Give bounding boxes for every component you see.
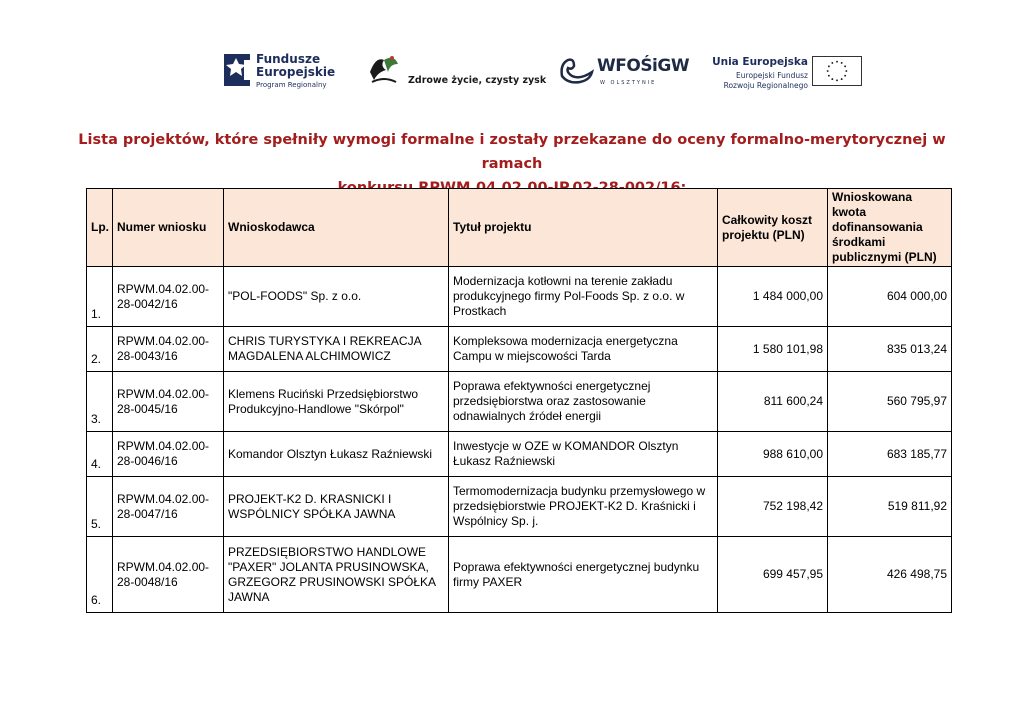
cell-kwota: 604 000,00	[828, 267, 952, 327]
cell-lp: 3.	[87, 372, 113, 432]
cell-koszt: 752 198,42	[718, 477, 828, 537]
cell-lp: 5.	[87, 477, 113, 537]
cell-koszt: 1 484 000,00	[718, 267, 828, 327]
ue-line2: Europejski Fundusz	[736, 71, 808, 80]
ue-line3: Rozwoju Regionalnego	[723, 81, 808, 90]
cell-kwota: 426 498,75	[828, 537, 952, 613]
warmia-mazury-logo	[366, 44, 547, 96]
title-line-1: Lista projektów, które spełniły wymogi formalne i zostały przekazane do oceny formalno-merytorycznej w ramach	[78, 132, 946, 172]
cell-tytul: Poprawa efektywności energetycznej budynku firmy PAXER	[449, 537, 718, 613]
fundusze-line1: Fundusze	[256, 52, 321, 66]
fundusze-line3: Program Regionalny	[256, 81, 327, 89]
cell-numer: RPWM.04.02.00-28-0046/16	[113, 432, 224, 477]
wfosigw-city: W OLSZTYNIE	[600, 80, 657, 86]
cell-kwota: 519 811,92	[828, 477, 952, 537]
cell-tytul: Modernizacja kotłowni na terenie zakładu produkcyjnego firmy Pol-Foods Sp. z o.o. w Prostkach	[449, 267, 718, 327]
cell-kwota: 560 795,97	[828, 372, 952, 432]
cell-wnioskodawca: Klemens Ruciński Przedsiębiorstwo Produkcyjno-Handlowe "Skórpol"	[224, 372, 449, 432]
cell-numer: RPWM.04.02.00-28-0047/16	[113, 477, 224, 537]
fundusze-line2: Europejskie	[256, 65, 336, 79]
header-numer: Numer wniosku	[113, 189, 224, 267]
cell-kwota: 835 013,24	[828, 327, 952, 372]
wfosigw-logo	[558, 44, 690, 96]
cell-numer: RPWM.04.02.00-28-0043/16	[113, 327, 224, 372]
table-header-row	[87, 189, 952, 267]
cell-koszt: 988 610,00	[718, 432, 828, 477]
wfosigw-name: WFOŚiGW	[597, 56, 690, 76]
cell-wnioskodawca: "POL-FOODS" Sp. z o.o.	[224, 267, 449, 327]
cell-numer: RPWM.04.02.00-28-0042/16	[113, 267, 224, 327]
cell-tytul: Poprawa efektywności energetycznej przedsiębiorstwa oraz zastosowanie odnawialnych źródeł energii	[449, 372, 718, 432]
header-kwota: Wnioskowana kwota dofinansowania środkami publicznymi (PLN)	[828, 189, 952, 267]
cell-wnioskodawca: PRZEDSIĘBIORSTWO HANDLOWE "PAXER" JOLANTA PRUSINOWSKA, GRZEGORZ PRUSINOWSKI SPÓŁKA JAWNA	[224, 537, 449, 613]
cell-numer: RPWM.04.02.00-28-0048/16	[113, 537, 224, 613]
table-row	[87, 267, 952, 327]
cell-koszt: 699 457,95	[718, 537, 828, 613]
cell-lp: 4.	[87, 432, 113, 477]
table-row	[87, 372, 952, 432]
ue-line1: Unia Europejska	[712, 56, 808, 68]
warmia-mazury-emblem-icon	[366, 50, 402, 90]
cell-lp: 6.	[87, 537, 113, 613]
cell-lp: 2.	[87, 327, 113, 372]
fundusze-star-icon	[222, 50, 252, 90]
cell-tytul: Inwestycje w OZE w KOMANDOR Olsztyn Łukasz Raźniewski	[449, 432, 718, 477]
swan-icon	[558, 54, 596, 84]
projects-table	[86, 188, 952, 613]
cell-kwota: 683 185,77	[828, 432, 952, 477]
logo-strip	[0, 44, 1024, 96]
header-koszt: Całkowity koszt projektu (PLN)	[718, 189, 828, 267]
table-row	[87, 537, 952, 613]
cell-lp: 1.	[87, 267, 113, 327]
cell-koszt: 1 580 101,98	[718, 327, 828, 372]
cell-koszt: 811 600,24	[718, 372, 828, 432]
cell-numer: RPWM.04.02.00-28-0045/16	[113, 372, 224, 432]
table-row	[87, 477, 952, 537]
header-lp: Lp.	[87, 189, 113, 267]
warmia-tagline: Zdrowe życie, czysty zysk	[408, 75, 547, 86]
fundusze-europejskie-logo	[222, 44, 340, 96]
table-row	[87, 327, 952, 372]
cell-wnioskodawca: CHRIS TURYSTYKA I REKREACJA MAGDALENA ALCHIMOWICZ	[224, 327, 449, 372]
cell-wnioskodawca: Komandor Olsztyn Łukasz Raźniewski	[224, 432, 449, 477]
header-wnioskodawca: Wnioskodawca	[224, 189, 449, 267]
cell-tytul: Kompleksowa modernizacja energetyczna Campu w miejscowości Tarda	[449, 327, 718, 372]
cell-tytul: Termomodernizacja budynku przemysłowego w przedsiębiorstwie PROJEKT-K2 D. Kraśnicki i Wspólnicy Sp. j.	[449, 477, 718, 537]
eu-flag-icon	[812, 56, 862, 86]
unia-europejska-logo	[710, 44, 870, 96]
header-tytul: Tytuł projektu	[449, 189, 718, 267]
table-row	[87, 432, 952, 477]
cell-wnioskodawca: PROJEKT-K2 D. KRASNICKI I WSPÓLNICY SPÓŁKA JAWNA	[224, 477, 449, 537]
